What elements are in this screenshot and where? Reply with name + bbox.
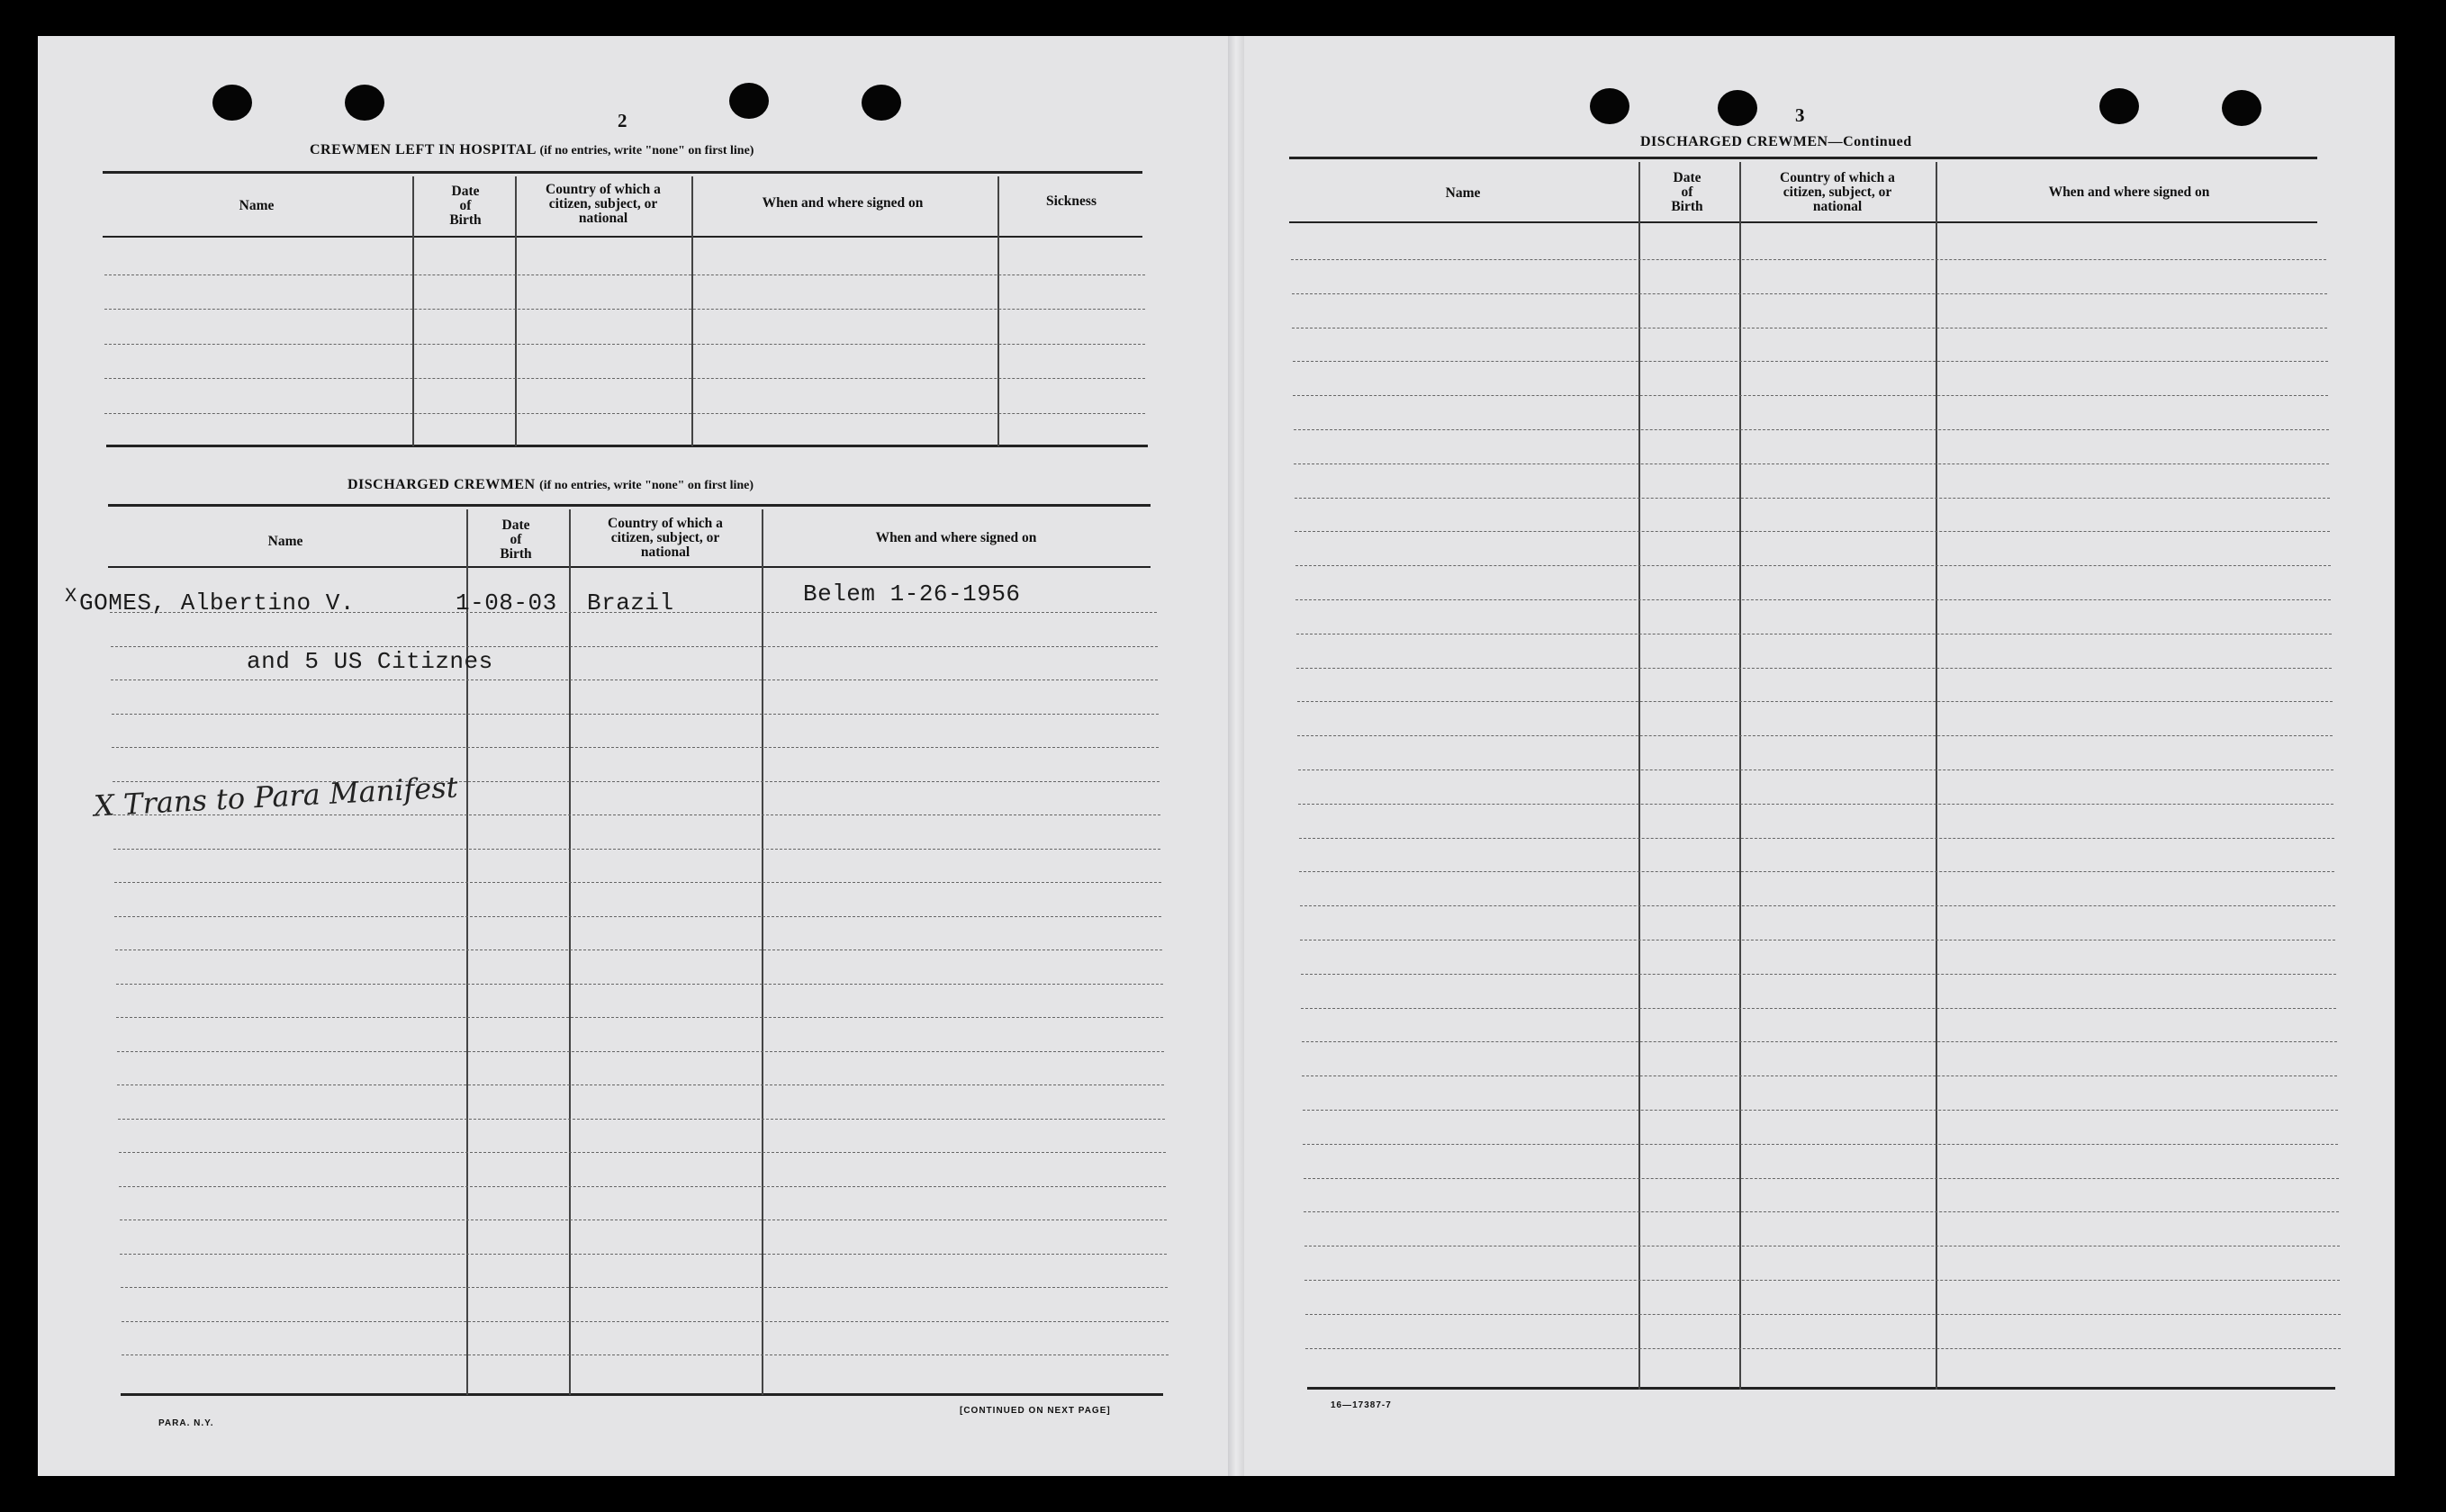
discharged-col-signed: When and where signed on	[875, 530, 1037, 545]
ruled-line	[1297, 701, 2333, 702]
ruled-line	[113, 814, 1160, 815]
punch-hole	[2222, 90, 2261, 126]
right-header-rule	[1289, 221, 2317, 223]
right-col-signed: When and where signed on	[2048, 184, 2210, 200]
hospital-row-line	[104, 344, 1145, 345]
hospital-col-divider	[691, 176, 693, 446]
ruled-line	[119, 1152, 1166, 1153]
entry-country: Brazil	[587, 590, 674, 616]
ruled-line	[1300, 905, 2335, 906]
ruled-line	[114, 916, 1161, 917]
ruled-line	[1295, 599, 2331, 600]
ruled-line	[1303, 1144, 2338, 1145]
ruled-line	[1301, 974, 2336, 975]
hospital-col-divider	[997, 176, 999, 446]
hospital-title-text: CREWMEN LEFT IN HOSPITAL	[310, 142, 537, 158]
discharged-col-divider	[466, 509, 468, 1395]
ruled-line	[1292, 293, 2327, 294]
hospital-header-rule	[103, 236, 1142, 238]
entry-mark: X	[65, 585, 77, 608]
hospital-row-line	[104, 274, 1145, 275]
entry-name: and 5 US Citiznes	[247, 648, 493, 675]
ruled-line	[1304, 1178, 2339, 1179]
ruled-line	[116, 1017, 1163, 1018]
ruled-line	[114, 882, 1161, 883]
footer-continued: [CONTINUED ON NEXT PAGE]	[960, 1406, 1111, 1416]
ruled-line	[120, 1254, 1167, 1255]
ruled-line	[1291, 259, 2326, 260]
hospital-section-title	[310, 142, 754, 158]
ruled-line	[1299, 871, 2334, 872]
entry-birth: 1-08-03	[456, 590, 557, 616]
hospital-col-divider	[412, 176, 414, 446]
page-number: 3	[1795, 104, 1805, 126]
hospital-row-line	[104, 309, 1145, 310]
right-table-top-rule	[1289, 157, 2317, 159]
handwritten-note: X Trans to Para Manifest	[93, 770, 459, 824]
ruled-line	[118, 1119, 1165, 1120]
ruled-line	[1295, 531, 2330, 532]
hospital-row-line	[104, 378, 1145, 379]
discharged-col-name: Name	[267, 534, 303, 549]
ruled-line	[117, 1051, 1164, 1052]
discharged-col-country: Country of which a citizen, subject, or national	[608, 516, 723, 560]
discharged-title-note: (if no entries, write "none" on first line)	[539, 479, 754, 492]
hospital-row-line	[104, 413, 1145, 414]
discharged-continued-title: DISCHARGED CREWMEN—Continued	[1640, 134, 1912, 149]
punch-hole	[345, 85, 384, 121]
hospital-col-signed: When and where signed on	[762, 195, 924, 211]
ruled-line	[121, 1287, 1168, 1288]
ruled-line	[1294, 429, 2329, 430]
discharged-header-rule	[108, 566, 1151, 568]
ruled-line	[119, 1186, 1166, 1187]
ruled-line	[117, 1084, 1164, 1085]
ruled-line	[1303, 1110, 2338, 1111]
hospital-table-top-rule	[103, 171, 1142, 174]
ruled-line	[1293, 361, 2328, 362]
hospital-col-divider	[515, 176, 517, 446]
right-col-country: Country of which a citizen, subject, or national	[1780, 170, 1895, 214]
punch-hole	[2099, 88, 2139, 124]
left-page	[38, 36, 1235, 1476]
hospital-col-birth: Date of Birth	[449, 184, 482, 228]
ruled-line	[111, 646, 1158, 647]
ruled-line	[1296, 668, 2332, 669]
ruled-line	[1295, 498, 2330, 499]
ruled-line	[1298, 804, 2333, 805]
right-col-name: Name	[1445, 185, 1481, 201]
ruled-line	[1302, 1041, 2337, 1042]
ruled-line	[113, 849, 1160, 850]
discharged-table-top-rule	[108, 504, 1151, 507]
right-col-divider	[1936, 162, 1937, 1390]
discharged-table-bottom-rule	[121, 1393, 1163, 1396]
punch-hole	[212, 85, 252, 121]
ruled-line	[1305, 1314, 2341, 1315]
punch-hole	[1718, 90, 1757, 126]
discharged-title-text: DISCHARGED CREWMEN	[347, 477, 536, 492]
right-col-birth: Date of Birth	[1671, 170, 1703, 214]
right-col-divider	[1638, 162, 1640, 1390]
ruled-line	[1304, 1211, 2339, 1212]
right-page	[1235, 36, 2395, 1476]
ruled-line	[122, 1354, 1169, 1355]
hospital-col-name: Name	[239, 198, 275, 213]
ruled-line	[1293, 395, 2328, 396]
right-col-divider	[1739, 162, 1741, 1390]
ruled-line	[1305, 1348, 2341, 1349]
discharged-col-birth: Date of Birth	[500, 518, 532, 562]
ruled-line	[116, 984, 1163, 985]
entry-name: GOMES, Albertino V.	[79, 590, 355, 616]
punch-hole	[862, 85, 901, 121]
footer-printer: PARA. N.Y.	[158, 1418, 214, 1428]
ruled-line	[112, 747, 1159, 748]
ruled-line	[1299, 838, 2334, 839]
page-gutter	[1228, 36, 1244, 1476]
ruled-line	[1297, 735, 2333, 736]
ruled-line	[122, 1321, 1169, 1322]
footer-form-number: 16—17387-7	[1331, 1400, 1392, 1410]
discharged-section-title	[347, 477, 754, 493]
ruled-line	[112, 714, 1159, 715]
hospital-col-country: Country of which a citizen, subject, or national	[546, 182, 661, 226]
discharged-col-divider	[762, 509, 763, 1395]
punch-hole	[1590, 88, 1629, 124]
hospital-col-sickness: Sickness	[1046, 194, 1097, 209]
ruled-line	[1295, 565, 2331, 566]
right-table-bottom-rule	[1307, 1387, 2335, 1390]
ruled-line	[1304, 1280, 2340, 1281]
page-number: 2	[618, 110, 627, 131]
discharged-col-divider	[569, 509, 571, 1395]
ruled-line	[1301, 1008, 2336, 1009]
punch-hole	[729, 83, 769, 119]
hospital-table-bottom-rule	[106, 445, 1148, 447]
hospital-title-note: (if no entries, write "none" on first line)	[539, 144, 754, 158]
entry-signed-on: Belem 1-26-1956	[803, 580, 1021, 608]
